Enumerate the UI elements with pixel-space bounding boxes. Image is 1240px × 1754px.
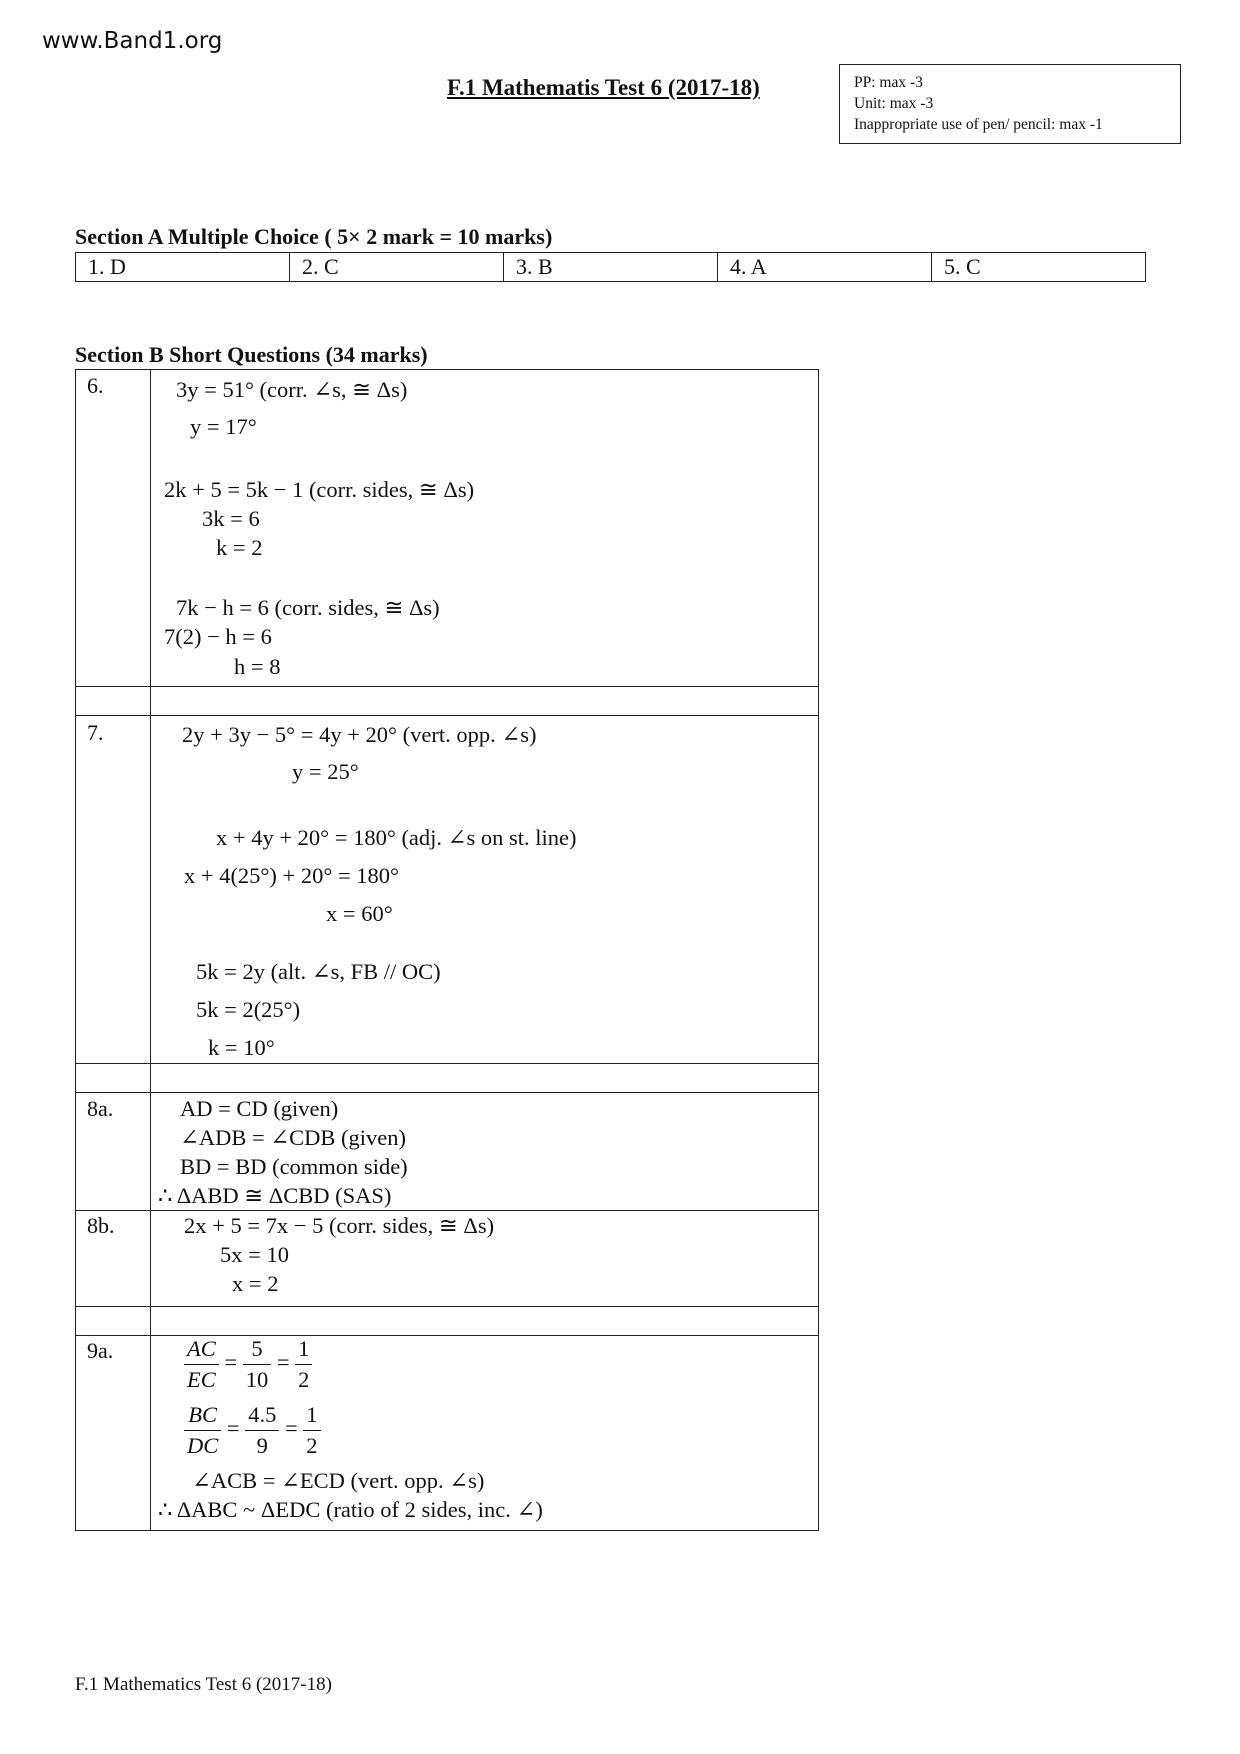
numerator: 1 [303,1400,320,1431]
math-line: k = 10° [208,1035,275,1060]
fraction [184,1334,219,1395]
math-line: ∠ACB = ∠ECD (vert. opp. ∠s) [192,1468,485,1493]
row-divider [76,686,818,687]
math-line: k = 2 [216,535,263,560]
row-divider [76,715,818,716]
denominator: EC [187,1367,216,1392]
denominator: 2 [298,1367,310,1392]
mc-answer: 2. C [290,253,504,281]
math-line: x = 2 [232,1271,279,1296]
question-number: 8b. [87,1213,115,1238]
equals-sign: = [224,1349,238,1375]
question-number: 7. [87,720,104,745]
site-watermark: www.Band1.org [42,28,223,54]
row-divider [76,1063,818,1064]
math-line: x = 60° [326,901,393,926]
math-line: 2k + 5 = 5k − 1 (corr. sides, ≅ Δs) [164,477,475,502]
mc-answer-table [75,252,1146,282]
numerator: 1 [295,1334,312,1365]
section-b-table [75,369,819,1531]
penalty-line: Unit: max -3 [854,95,934,112]
question-number: 9a. [87,1338,114,1363]
equals-sign: = [284,1415,298,1441]
math-line: ∴ ΔABC ~ ΔEDC (ratio of 2 sides, inc. ∠) [158,1497,543,1522]
row-divider [76,1210,818,1211]
denominator: 2 [306,1433,318,1458]
mc-answer: 5. C [944,254,981,279]
section-a-heading: Section A Multiple Choice ( 5× 2 mark = 10 marks) [75,224,553,249]
fraction-line [184,1400,321,1461]
math-line: 3k = 6 [202,506,260,531]
fraction [243,1334,272,1395]
fraction [184,1400,221,1461]
math-line: x + 4(25°) + 20° = 180° [184,863,400,888]
math-line: h = 8 [234,654,281,679]
math-line: 7(2) − h = 6 [164,624,272,649]
mc-answer: 3. B [504,253,718,281]
denominator: 10 [245,1367,269,1392]
math-line: 2x + 5 = 7x − 5 (corr. sides, ≅ Δs) [184,1213,495,1238]
math-line: AD = CD (given) [180,1096,339,1121]
fraction [245,1400,279,1461]
column-divider [150,370,151,1530]
math-line: 7k − h = 6 (corr. sides, ≅ Δs) [176,595,440,620]
math-line: ∴ ΔABD ≅ ΔCBD (SAS) [158,1183,392,1208]
equals-sign: = [276,1349,290,1375]
numerator: BC [184,1400,221,1431]
page-footer: F.1 Mathematics Test 6 (2017-18) [75,1674,332,1695]
math-line: 5x = 10 [220,1242,289,1267]
page-title: F.1 Mathematis Test 6 (2017-18) [447,75,760,100]
row-divider [76,1306,818,1307]
math-line: BD = BD (common side) [180,1154,408,1179]
math-line: 3y = 51° (corr. ∠s, ≅ Δs) [176,377,408,402]
mc-answer: 4. A [718,253,932,281]
numerator: AC [184,1334,219,1365]
math-line: x + 4y + 20° = 180° (adj. ∠s on st. line) [216,825,577,850]
fraction [295,1334,312,1395]
numerator: 4.5 [245,1400,279,1431]
question-number: 6. [87,373,104,398]
math-line: 5k = 2y (alt. ∠s, FB // OC) [196,959,441,984]
section-b-heading: Section B Short Questions (34 marks) [75,342,428,367]
math-line: y = 17° [190,414,257,439]
equals-sign: = [226,1415,240,1441]
fraction [303,1400,320,1461]
penalty-line: Inappropriate use of pen/ pencil: max -1 [854,116,1103,133]
penalty-box [839,64,1181,144]
math-line: 5k = 2(25°) [196,997,301,1022]
denominator: DC [187,1433,219,1458]
numerator: 5 [243,1334,272,1365]
question-number: 8a. [87,1096,114,1121]
denominator: 9 [256,1433,268,1458]
math-line: ∠ADB = ∠CDB (given) [180,1125,407,1150]
math-line: y = 25° [292,759,359,784]
math-line: 2y + 3y − 5° = 4y + 20° (vert. opp. ∠s) [182,722,537,747]
mc-answer: 1. D [76,253,290,281]
row-divider [76,1092,818,1093]
fraction-line [184,1334,312,1395]
penalty-line: PP: max -3 [854,74,923,91]
